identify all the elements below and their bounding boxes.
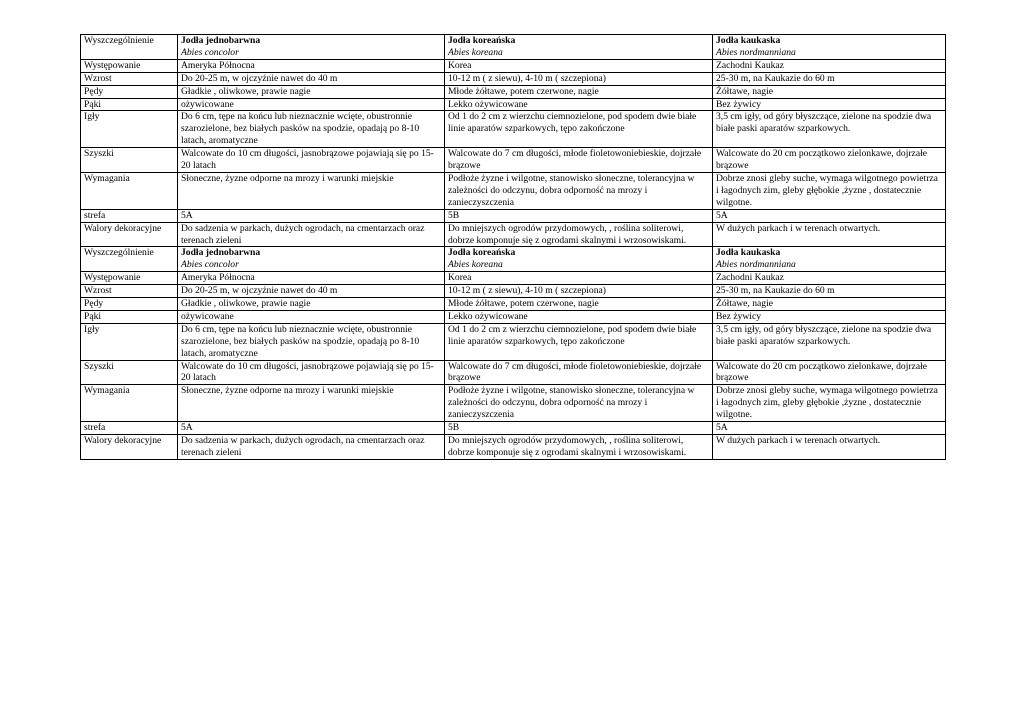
table-row	[81, 98, 946, 111]
species-latin-name: Abies concolor	[181, 259, 239, 271]
species-header-cell	[178, 247, 445, 272]
species-name: Jodła jednobarwna	[181, 247, 261, 259]
data-cell: Od 1 do 2 cm z wierzchu ciemnozielone, pod spodem dwie białe linie aparatów szparkowych, tępo zakończone	[445, 111, 713, 148]
species-latin-name: Abies koreana	[448, 46, 503, 58]
table-row	[81, 298, 946, 311]
row-label-cell: Wymagania	[81, 385, 178, 422]
data-cell: Walcowate do 7 cm długości, młode fioletowoniebieskie, dojrzałe brązowe	[445, 148, 713, 173]
data-cell: Ameryka Północna	[178, 272, 445, 285]
data-cell: Bez żywicy	[713, 310, 946, 323]
data-cell: ożywicowane	[178, 98, 445, 111]
data-cell: Bez żywicy	[713, 98, 946, 111]
data-cell: 5A	[713, 422, 946, 435]
data-cell: Żółtawe, nagie	[713, 298, 946, 311]
table-body	[81, 35, 946, 460]
row-label-cell: strefa	[81, 209, 178, 222]
row-label-cell: strefa	[81, 422, 178, 435]
table-row	[81, 59, 946, 72]
species-name: Jodła jednobarwna	[181, 35, 261, 46]
row-label-cell: Wzrost	[81, 72, 178, 85]
row-label-cell: Wzrost	[81, 285, 178, 298]
data-cell: Walcowate do 10 cm długości, jasnobrązowe pojawiają się po 15-20 latach	[178, 360, 445, 385]
row-label-cell: Pąki	[81, 310, 178, 323]
table-row	[81, 285, 946, 298]
row-label-cell: Walory dekoracyjne	[81, 222, 178, 247]
data-cell: 25-30 m, na Kaukazie do 60 m	[713, 72, 946, 85]
data-cell: Żółtawe, nagie	[713, 85, 946, 98]
table-row	[81, 111, 946, 148]
table-row	[81, 148, 946, 173]
table-row	[81, 385, 946, 422]
species-header-cell	[445, 35, 713, 60]
data-cell: 5A	[178, 209, 445, 222]
data-cell: Do 20-25 m, w ojczyźnie nawet do 40 m	[178, 72, 445, 85]
header-row	[81, 247, 946, 272]
data-cell: 3,5 cm igły, od góry błyszczące, zielone na spodzie dwa białe paski aparatów szparkowych.	[713, 323, 946, 360]
species-name: Jodła koreańska	[448, 247, 516, 259]
data-cell: Walcowate do 7 cm długości, młode fioletowoniebieskie, dojrzałe brązowe	[445, 360, 713, 385]
data-cell: 5B	[445, 209, 713, 222]
data-cell: Do sadzenia w parkach, dużych ogrodach, na cmentarzach oraz terenach zieleni	[178, 435, 445, 460]
species-latin-name: Abies concolor	[181, 46, 239, 58]
table-row	[81, 310, 946, 323]
data-cell: W dużych parkach i w terenach otwartych.	[713, 435, 946, 460]
data-cell: Lekko ożywicowane	[445, 98, 713, 111]
data-cell: Do 6 cm, tępe na końcu lub nieznacznie wcięte, obustronnie szarozielone, bez białych pasków na spodzie, opadają po 8-10 latach, aromatyczne	[178, 323, 445, 360]
table-row	[81, 209, 946, 222]
row-label-cell: Pędy	[81, 85, 178, 98]
data-cell: Ameryka Północna	[178, 59, 445, 72]
row-label-cell: Igły	[81, 323, 178, 360]
data-cell: Do mniejszych ogrodów przydomowych, , roślina soliterowi, dobrze komponuje się z ogrodami skalnymi i wrzosowiskami.	[445, 435, 713, 460]
table-row	[81, 172, 946, 209]
table-row	[81, 72, 946, 85]
data-cell: Korea	[445, 272, 713, 285]
data-cell: Walcowate do 20 cm początkowo zielonkawe, dojrzałe brązowe	[713, 360, 946, 385]
data-cell: Zachodni Kaukaz	[713, 59, 946, 72]
table-row	[81, 222, 946, 247]
data-cell: W dużych parkach i w terenach otwartych.	[713, 222, 946, 247]
row-label-cell: Szyszki	[81, 148, 178, 173]
data-cell: Dobrze znosi gleby suche, wymaga wilgotnego powietrza i łagodnych zim, gleby głębokie ,żyzne , dostatecznie wilgotne.	[713, 172, 946, 209]
table-row	[81, 85, 946, 98]
data-cell: 5A	[178, 422, 445, 435]
species-name: Jodła koreańska	[448, 35, 516, 46]
data-cell: Podłoże żyzne i wilgotne, stanowisko słoneczne, tolerancyjna w zależności do odczynu, dobra odporność na mrozy i zanieczyszczenia	[445, 385, 713, 422]
data-cell: Gładkie , oliwkowe, prawie nagie	[178, 85, 445, 98]
table-row	[81, 435, 946, 460]
data-cell: Walcowate do 20 cm początkowo zielonkawe, dojrzałe brązowe	[713, 148, 946, 173]
data-cell: 5A	[713, 209, 946, 222]
data-cell: Młode żółtawe, potem czerwone, nagie	[445, 85, 713, 98]
data-cell: 5B	[445, 422, 713, 435]
species-header-cell	[713, 35, 946, 60]
data-cell: Gładkie , oliwkowe, prawie nagie	[178, 298, 445, 311]
species-latin-name: Abies koreana	[448, 259, 503, 271]
row-label-cell: Pędy	[81, 298, 178, 311]
table-row	[81, 272, 946, 285]
fir-comparison-table	[80, 34, 946, 460]
data-cell: 10-12 m ( z siewu), 4-10 m ( szczepiona)	[445, 72, 713, 85]
species-header-cell	[178, 35, 445, 60]
row-label-cell: Szyszki	[81, 360, 178, 385]
data-cell: Słoneczne, żyzne odporne na mrozy i warunki miejskie	[178, 385, 445, 422]
row-label-cell: Występowanie	[81, 272, 178, 285]
table-row	[81, 360, 946, 385]
table-row	[81, 422, 946, 435]
data-cell: Do sadzenia w parkach, dużych ogrodach, na cmentarzach oraz terenach zieleni	[178, 222, 445, 247]
data-cell: Walcowate do 10 cm długości, jasnobrązowe pojawiają się po 15-20 latach	[178, 148, 445, 173]
species-header-cell	[445, 247, 713, 272]
row-label-cell: Występowanie	[81, 59, 178, 72]
data-cell: Lekko ożywicowane	[445, 310, 713, 323]
data-cell: Korea	[445, 59, 713, 72]
data-cell: 3,5 cm igły, od góry błyszczące, zielone na spodzie dwa białe paski aparatów szparkowych.	[713, 111, 946, 148]
data-cell: Młode żółtawe, potem czerwone, nagie	[445, 298, 713, 311]
species-name: Jodła kaukaska	[716, 35, 781, 46]
table-row	[81, 323, 946, 360]
data-cell: ożywicowane	[178, 310, 445, 323]
row-label-cell: Walory dekoracyjne	[81, 435, 178, 460]
data-cell: Od 1 do 2 cm z wierzchu ciemnozielone, pod spodem dwie białe linie aparatów szparkowych, tępo zakończone	[445, 323, 713, 360]
header-row	[81, 35, 946, 60]
species-latin-name: Abies nordmanniana	[716, 46, 796, 58]
row-label-cell: Wymagania	[81, 172, 178, 209]
data-cell: Do 20-25 m, w ojczyźnie nawet do 40 m	[178, 285, 445, 298]
species-header-cell	[713, 247, 946, 272]
header-label-cell: Wyszczególnienie	[81, 247, 178, 272]
data-cell: Dobrze znosi gleby suche, wymaga wilgotnego powietrza i łagodnych zim, gleby głębokie ,żyzne , dostatecznie wilgotne.	[713, 385, 946, 422]
data-cell: Zachodni Kaukaz	[713, 272, 946, 285]
species-latin-name: Abies nordmanniana	[716, 259, 796, 271]
data-cell: Do mniejszych ogrodów przydomowych, , roślina soliterowi, dobrze komponuje się z ogrodami skalnymi i wrzosowiskami.	[445, 222, 713, 247]
data-cell: 25-30 m, na Kaukazie do 60 m	[713, 285, 946, 298]
data-cell: 10-12 m ( z siewu), 4-10 m ( szczepiona)	[445, 285, 713, 298]
data-cell: Podłoże żyzne i wilgotne, stanowisko słoneczne, tolerancyjna w zależności do odczynu, dobra odporność na mrozy i zanieczyszczenia	[445, 172, 713, 209]
species-name: Jodła kaukaska	[716, 247, 781, 259]
data-cell: Słoneczne, żyzne odporne na mrozy i warunki miejskie	[178, 172, 445, 209]
header-label-cell: Wyszczególnienie	[81, 35, 178, 60]
data-cell: Do 6 cm, tępe na końcu lub nieznacznie wcięte, obustronnie szarozielone, bez białych pasków na spodzie, opadają po 8-10 latach, aromatyczne	[178, 111, 445, 148]
row-label-cell: Igły	[81, 111, 178, 148]
row-label-cell: Pąki	[81, 98, 178, 111]
